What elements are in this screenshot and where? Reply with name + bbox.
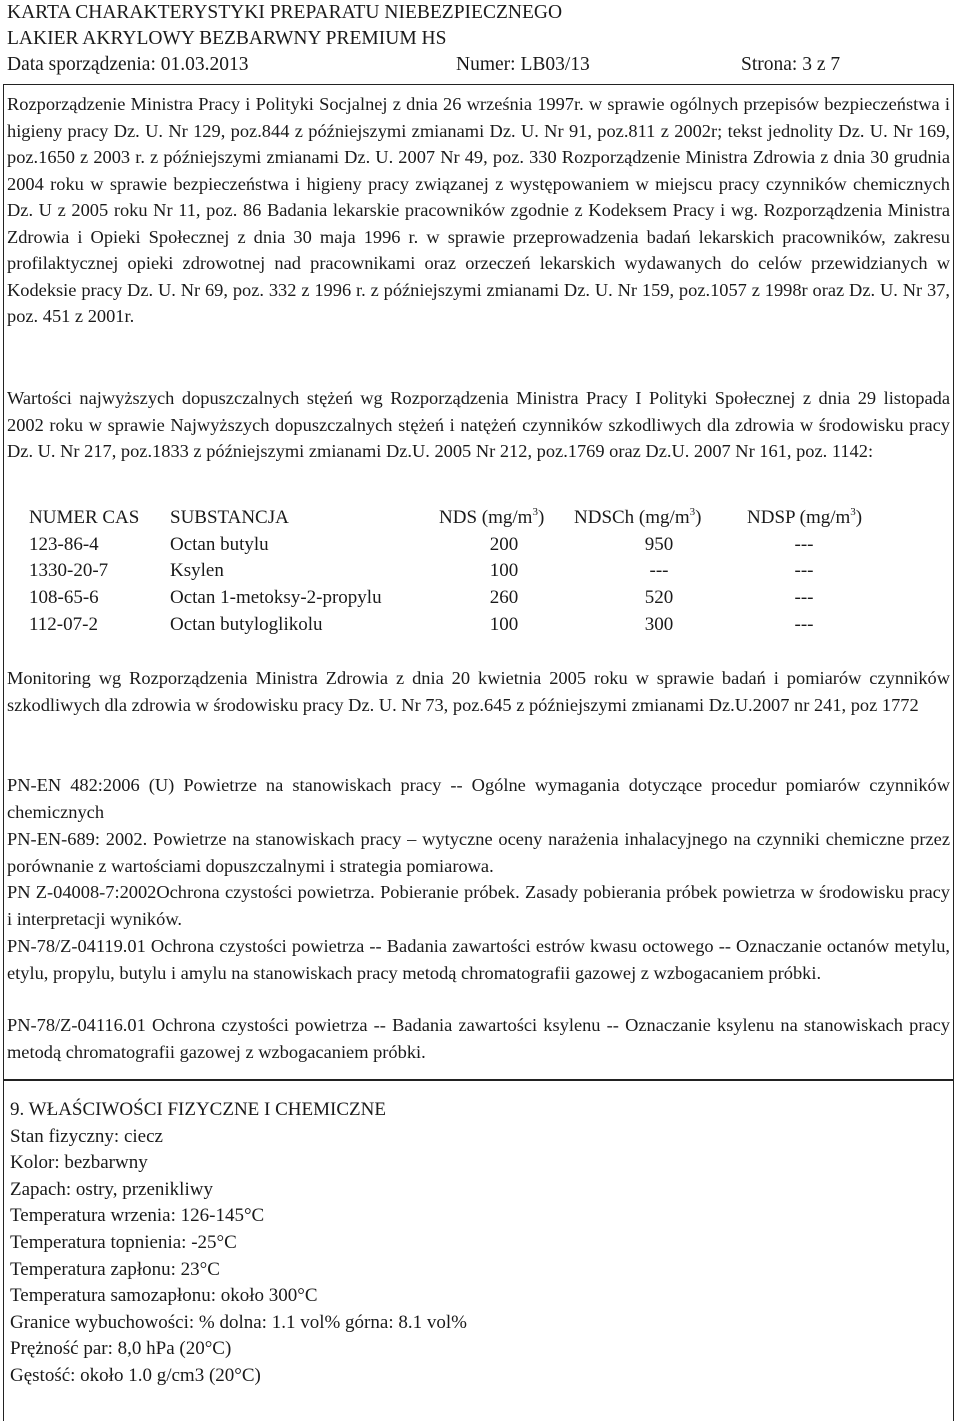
ndsp-value: --- bbox=[794, 533, 814, 555]
table-row bbox=[29, 612, 929, 639]
physical-properties bbox=[10, 1097, 467, 1390]
monitoring-paragraph: Monitoring wg Rozporządzenia Ministra Zdrowia z dnia 20 kwietnia 2005 roku w sprawie badań i pomiarów czynników szkodliwych dla zdrowia w środowisku pracy Dz. U. Nr 73, poz.645 z późniejszymi zmianami Dz.U.2007 nr 241, poz 1772 bbox=[7, 668, 950, 715]
document-title: KARTA CHARAKTERYSTYKI PREPARATU NIEBEZPIECZNEGO bbox=[7, 2, 563, 23]
table-row bbox=[29, 558, 929, 585]
ndsp-value: --- bbox=[794, 560, 814, 582]
document-number: Numer: LB03/13 bbox=[456, 54, 590, 75]
nds-value: 100 bbox=[489, 613, 519, 635]
nds-paragraph: Wartości najwyższych dopuszczalnych stężeń wg Rozporządzenia Ministra Pracy I Polityki Społecznej z dnia 29 listopada 2002 roku w sprawie Najwyższych dopuszczalnych stężeń i natężeń czynników szkodliwych dla zdrowia w środowisku pracy Dz. U. Nr 217, poz.1833 z późniejszymi zmianami Dz.U. 2005 Nr 212, poz.1769 oraz Dz.U. 2007 Nr 161, poz. 1142: bbox=[7, 388, 950, 461]
property-line: Temperatura wrzenia: 126-145°C bbox=[10, 1205, 265, 1227]
standard-item: PN Z-04008-7:2002Ochrona czystości powietrza. Pobieranie próbek. Zasady pobierania próbek powietrza w środowisku pracy i interpretacji wyników. bbox=[7, 882, 950, 929]
ndsch-value: 300 bbox=[644, 613, 674, 635]
table-row bbox=[29, 585, 929, 612]
property-line: Gęstość: około 1.0 g/cm3 (20°C) bbox=[10, 1364, 261, 1386]
cas-number: 112-07-2 bbox=[29, 613, 98, 635]
standard-item: PN-EN-689: 2002. Powietrze na stanowiskach pracy – wytyczne oceny narażenia inhalacyjnego na czynniki chemiczne przez porównanie z wartościami dopuszczalnymi i strategia pomiarowa. bbox=[7, 829, 950, 876]
meta-row bbox=[7, 52, 953, 78]
document-header bbox=[7, 0, 953, 78]
ndsch-value: --- bbox=[649, 560, 669, 582]
exposure-limits-table bbox=[29, 505, 929, 638]
nds-value: 100 bbox=[489, 560, 519, 582]
header-cas: NUMER CAS bbox=[29, 507, 140, 528]
standard-item: PN-EN 482:2006 (U) Powietrze na stanowiskach pracy -- Ogólne wymagania dotyczące procedur pomiarów czynników chemicznych bbox=[7, 775, 950, 822]
property-line: Temperatura zapłonu: 23°C bbox=[10, 1258, 220, 1280]
header-substance: SUBSTANCJA bbox=[170, 507, 289, 528]
ndsp-value: --- bbox=[794, 587, 814, 609]
section-heading: 9. WŁAŚCIWOŚCI FIZYCZNE I CHEMICZNE bbox=[10, 1099, 386, 1120]
header-nds: NDS $(mg/m^3)$ bbox=[439, 506, 545, 528]
nds-value: 260 bbox=[489, 587, 519, 609]
ndsp-value: --- bbox=[794, 613, 814, 635]
header-ndsp: NDSP $(mg/m^3)$ bbox=[747, 506, 863, 528]
standard-item: PN-78/Z-04116.01 Ochrona czystości powietrza -- Badania zawartości ksylenu -- Oznaczanie ksylenu na stanowiskach pracy metodą chromatografii gazowej z wzbogacaniem próbki. bbox=[7, 1015, 950, 1062]
product-name: LAKIER AKRYLOWY BEZBARWNY PREMIUM HS bbox=[7, 28, 447, 49]
regulations-paragraph: Rozporządzenie Ministra Pracy i Polityki Socjalnej z dnia 26 września 1997r. w sprawie ogólnych przepisów bezpieczeństwa i higieny pracy Dz. U. Nr 129, poz.844 z późniejszymi zmianami Dz. U. Nr 91, poz.811 z 2002r; tekst jednolity Dz. U. Nr 169, poz.1650 z 2003 r. z późniejszymi zmianami Dz. U. 2007 Nr 49, poz. 330 Rozporządzenie Ministra Zdrowia z dnia 30 grudnia 2004 roku w sprawie bezpieczeństwa i higieny pracy związanej z występowaniem w miejscu pracy czynników chemicznych Dz. U z 2005 roku Nr 11, poz. 86 Badania lekarskie pracowników zgodnie z Kodeksem Pracy i wg. Rozporządzenia Ministra Zdrowia i Opieki Społecznej z dnia 30 maja 1996 r. w sprawie przeprowadzenia badań lekarskich pracowników, zakresu profilaktycznej opieki zdrowotnej nad pracownikami oraz orzeczeń lekarskich wydawanych do celów przewidzianych w Kodeksie pracy Dz. U. Nr 69, poz. 332 z 1996 r. z późniejszymi zmianami Dz. U. Nr 159, poz.1057 z 1998r oraz Dz. U. Nr 37, poz. 451 z 2001r. bbox=[7, 94, 950, 326]
substance-name: Ksylen bbox=[170, 560, 224, 582]
property-line: Granice wybuchowości: % dolna: 1.1 vol% górna: 8.1 vol% bbox=[10, 1311, 467, 1333]
table-row bbox=[29, 532, 929, 559]
standard-item: PN-78/Z-04119.01 Ochrona czystości powietrza -- Badania zawartości estrów kwasu octowego -- Oznaczanie octanów metylu, etylu, propylu, butylu i amylu na stanowiskach pracy metodą chromatografii gazowej z wzbogacaniem próbki. bbox=[7, 936, 950, 983]
property-line: Prężność par: 8,0 hPa (20°C) bbox=[10, 1338, 232, 1360]
ndsch-value: 950 bbox=[644, 533, 674, 555]
page-number: Strona: 3 z 7 bbox=[741, 54, 841, 75]
property-line: Zapach: ostry, przenikliwy bbox=[10, 1178, 213, 1200]
ndsch-value: 520 bbox=[644, 587, 674, 609]
substance-name: Octan butylu bbox=[170, 533, 269, 555]
cas-number: 108-65-6 bbox=[29, 587, 99, 609]
table-header-row bbox=[29, 505, 929, 532]
property-line: Kolor: bezbarwny bbox=[10, 1152, 148, 1174]
property-line: Temperatura topnienia: -25°C bbox=[10, 1231, 237, 1253]
cas-number: 123-86-4 bbox=[29, 533, 99, 555]
substance-name: Octan butyloglikolu bbox=[170, 613, 323, 635]
substance-name: Octan 1-metoksy-2-propylu bbox=[170, 587, 382, 609]
issue-date: Data sporządzenia: 01.03.2013 bbox=[7, 54, 249, 75]
nds-value: 200 bbox=[489, 533, 519, 555]
cas-number: 1330-20-7 bbox=[29, 560, 109, 582]
property-line: Stan fizyczny: ciecz bbox=[10, 1125, 163, 1147]
property-line: Temperatura samozapłonu: około 300°C bbox=[10, 1285, 318, 1307]
header-ndsch: NDSCh $(mg/m^3)$ bbox=[574, 506, 702, 528]
